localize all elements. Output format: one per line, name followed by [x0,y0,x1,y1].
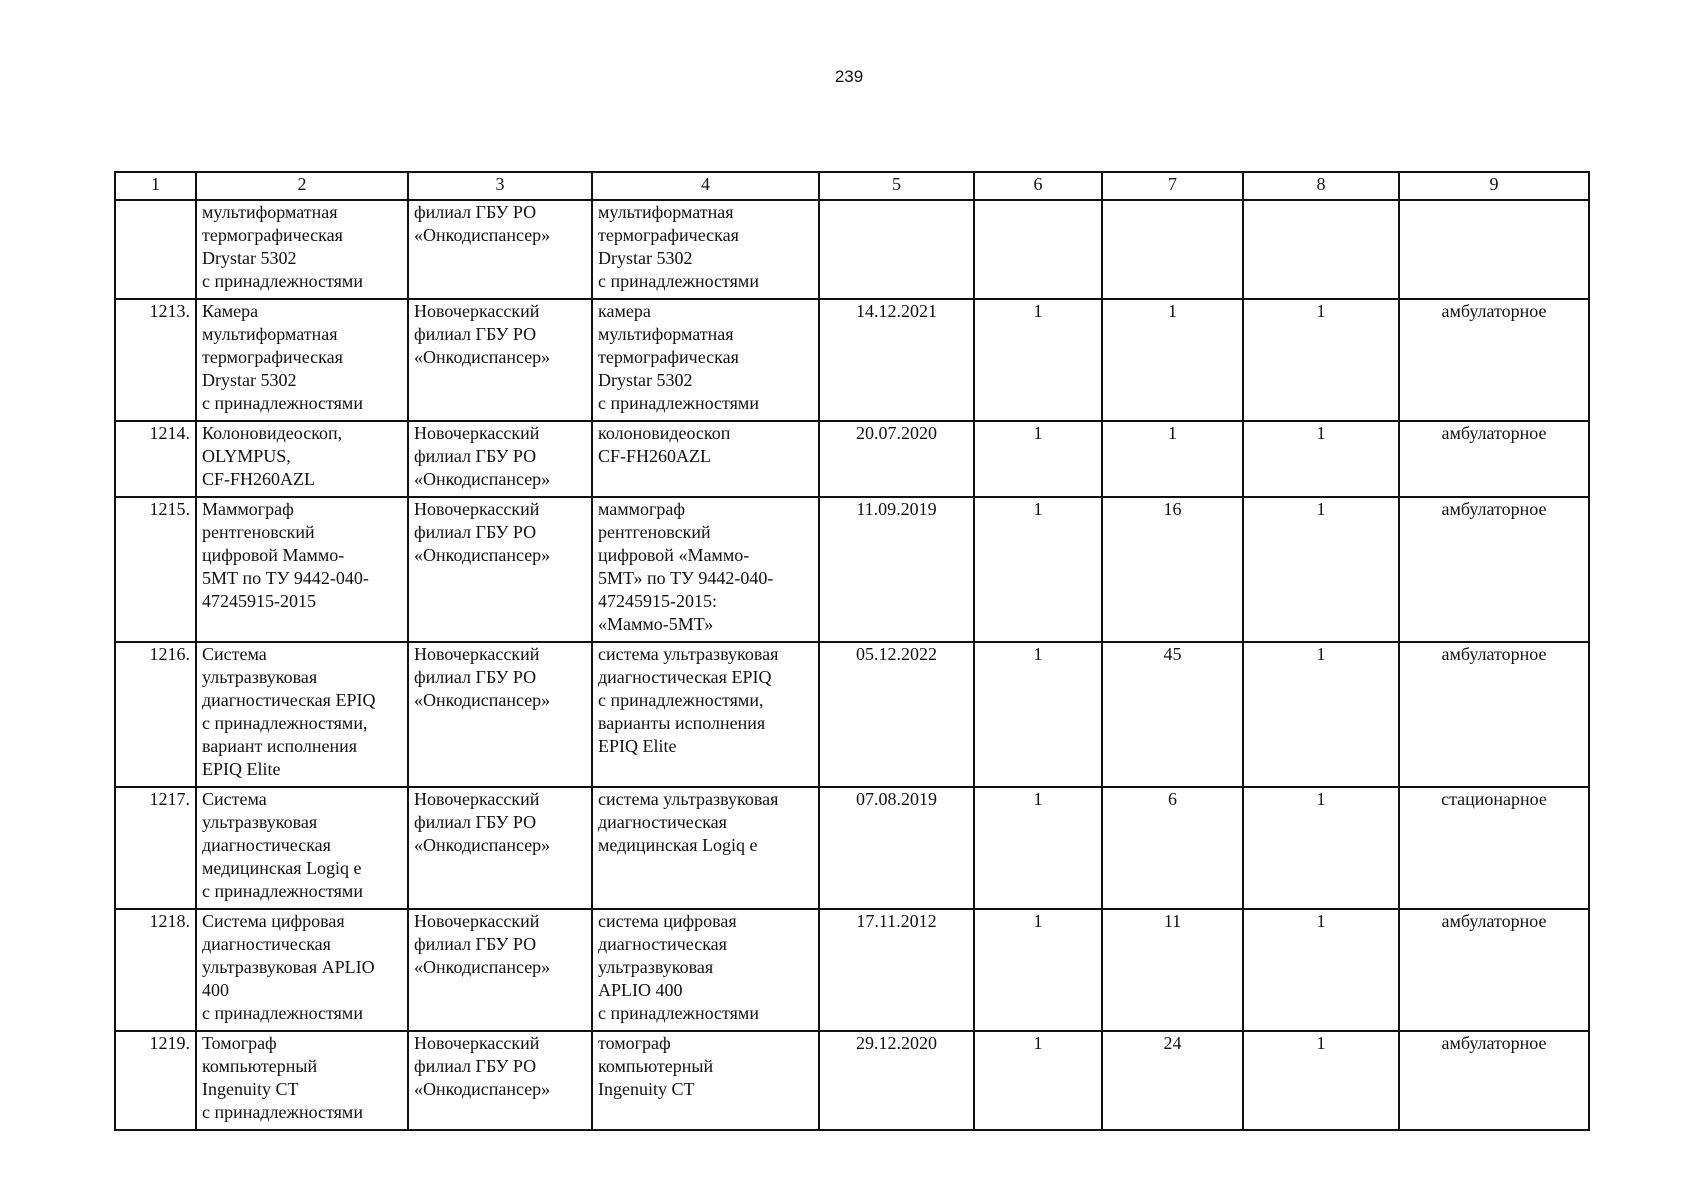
header-cell-3: 3 [408,172,592,200]
date-cell: 29.12.2020 [819,1031,974,1130]
mode-cell: амбулаторное [1399,642,1589,787]
registered-name [592,787,819,909]
row-number: 1218. [115,909,196,1031]
row-number: 1213. [115,299,196,421]
header-cell-1: 1 [115,172,196,200]
date-cell: 14.12.2021 [819,299,974,421]
col8-cell: 1 [1243,421,1399,497]
registered-name [592,299,819,421]
organization-text: Новочеркасский филиал ГБУ РО «Онкодиспансер» [414,1033,551,1099]
registered-name [592,1031,819,1130]
organization-text: Новочеркасский филиал ГБУ РО «Онкодиспансер» [414,644,551,710]
header-cell-7: 7 [1102,172,1243,200]
row-number: 1215. [115,497,196,642]
equipment-name-text: Колоновидеоскоп, OLYMPUS, CF-FH260AZL [202,423,343,489]
col7-cell: 24 [1102,1031,1243,1130]
col6-cell: 1 [974,642,1102,787]
date-cell: 07.08.2019 [819,787,974,909]
col8-cell: 1 [1243,299,1399,421]
organization [408,909,592,1031]
col8-cell [1243,200,1399,299]
row-number [115,200,196,299]
equipment-name-text: Томограф компьютерный Ingenuity CT с принадлежностями [202,1033,363,1122]
organization-text: филиал ГБУ РО «Онкодиспансер» [414,202,551,245]
header-cell-6: 6 [974,172,1102,200]
organization [408,787,592,909]
col8-cell: 1 [1243,787,1399,909]
row-number: 1217. [115,787,196,909]
equipment-name-text: Система цифровая диагностическая ультразвуковая APLIO 400 с принадлежностями [202,911,375,1023]
col6-cell: 1 [974,497,1102,642]
col6-cell: 1 [974,1031,1102,1130]
table-row [115,642,1589,787]
mode-cell: амбулаторное [1399,1031,1589,1130]
equipment-name-text: мультиформатная термографическая Drystar 5302 с принадлежностями [202,202,363,291]
registered-name-text: камера мультиформатная термографическая Drystar 5302 с принадлежностями [598,301,759,413]
registered-name [592,642,819,787]
header-cell-9: 9 [1399,172,1589,200]
registered-name [592,200,819,299]
organization [408,642,592,787]
organization [408,421,592,497]
col7-cell: 1 [1102,421,1243,497]
registered-name [592,421,819,497]
table-body [115,200,1589,1130]
organization-text: Новочеркасский филиал ГБУ РО «Онкодиспансер» [414,301,551,367]
col6-cell: 1 [974,787,1102,909]
registered-name-text: маммограф рентгеновский цифровой «Маммо- 5МТ» по ТУ 9442-040- 47245915-2015: «Маммо-5МТ» [598,499,774,634]
equipment-name [196,421,408,497]
col8-cell: 1 [1243,909,1399,1031]
col7-cell: 11 [1102,909,1243,1031]
equipment-name [196,642,408,787]
row-number: 1219. [115,1031,196,1130]
organization [408,1031,592,1130]
equipment-name [196,200,408,299]
date-cell: 05.12.2022 [819,642,974,787]
table-row [115,909,1589,1031]
col8-cell: 1 [1243,1031,1399,1130]
header-cell-4: 4 [592,172,819,200]
organization [408,497,592,642]
col8-cell: 1 [1243,642,1399,787]
header-cell-8: 8 [1243,172,1399,200]
organization-text: Новочеркасский филиал ГБУ РО «Онкодиспансер» [414,423,551,489]
row-number: 1214. [115,421,196,497]
table-row [115,421,1589,497]
equipment-name [196,299,408,421]
organization [408,200,592,299]
col7-cell [1102,200,1243,299]
equipment-name-text: Система ультразвуковая диагностическая медицинская Logiq e с принадлежностями [202,789,363,901]
registered-name-text: система ультразвуковая диагностическая EPIQ с принадлежностями, варианты исполнения EPIQ Elite [598,644,779,756]
equipment-name [196,1031,408,1130]
registered-name [592,909,819,1031]
table-row [115,299,1589,421]
mode-cell: стационарное [1399,787,1589,909]
equipment-name [196,787,408,909]
col7-cell: 6 [1102,787,1243,909]
organization [408,299,592,421]
registered-name-text: колоновидеоскоп CF-FH260AZL [598,423,731,466]
equipment-name-text: Камера мультиформатная термографическая Drystar 5302 с принадлежностями [202,301,363,413]
date-cell [819,200,974,299]
table-row [115,200,1589,299]
registered-name-text: система цифровая диагностическая ультразвуковая APLIO 400 с принадлежностями [598,911,759,1023]
mode-cell: амбулаторное [1399,421,1589,497]
mode-cell: амбулаторное [1399,497,1589,642]
mode-cell: амбулаторное [1399,299,1589,421]
date-cell: 17.11.2012 [819,909,974,1031]
col6-cell: 1 [974,299,1102,421]
col7-cell: 45 [1102,642,1243,787]
registered-name [592,497,819,642]
equipment-name [196,497,408,642]
organization-text: Новочеркасский филиал ГБУ РО «Онкодиспансер» [414,911,551,977]
table-header [115,172,1589,200]
page-number: 239 [834,67,864,86]
mode-cell: амбулаторное [1399,909,1589,1031]
organization-text: Новочеркасский филиал ГБУ РО «Онкодиспансер» [414,499,551,565]
equipment-table [114,171,1590,1131]
col7-cell: 16 [1102,497,1243,642]
registered-name-text: система ультразвуковая диагностическая медицинская Logiq e [598,789,779,855]
table-row [115,1031,1589,1130]
col6-cell: 1 [974,909,1102,1031]
equipment-name [196,909,408,1031]
table-row [115,787,1589,909]
header-row [115,172,1589,200]
registered-name-text: томограф компьютерный Ingenuity CT [598,1033,714,1099]
header-cell-2: 2 [196,172,408,200]
date-cell: 11.09.2019 [819,497,974,642]
mode-cell [1399,200,1589,299]
equipment-name-text: Маммограф рентгеновский цифровой Маммо- 5МТ по ТУ 9442-040- 47245915-2015 [202,499,369,611]
col7-cell: 1 [1102,299,1243,421]
col8-cell: 1 [1243,497,1399,642]
registered-name-text: мультиформатная термографическая Drystar 5302 с принадлежностями [598,202,759,291]
col6-cell [974,200,1102,299]
row-number: 1216. [115,642,196,787]
organization-text: Новочеркасский филиал ГБУ РО «Онкодиспансер» [414,789,551,855]
col6-cell: 1 [974,421,1102,497]
header-cell-5: 5 [819,172,974,200]
date-cell: 20.07.2020 [819,421,974,497]
equipment-name-text: Система ультразвуковая диагностическая EPIQ с принадлежностями, вариант исполнения EPIQ Elite [202,644,376,779]
table-row [115,497,1589,642]
